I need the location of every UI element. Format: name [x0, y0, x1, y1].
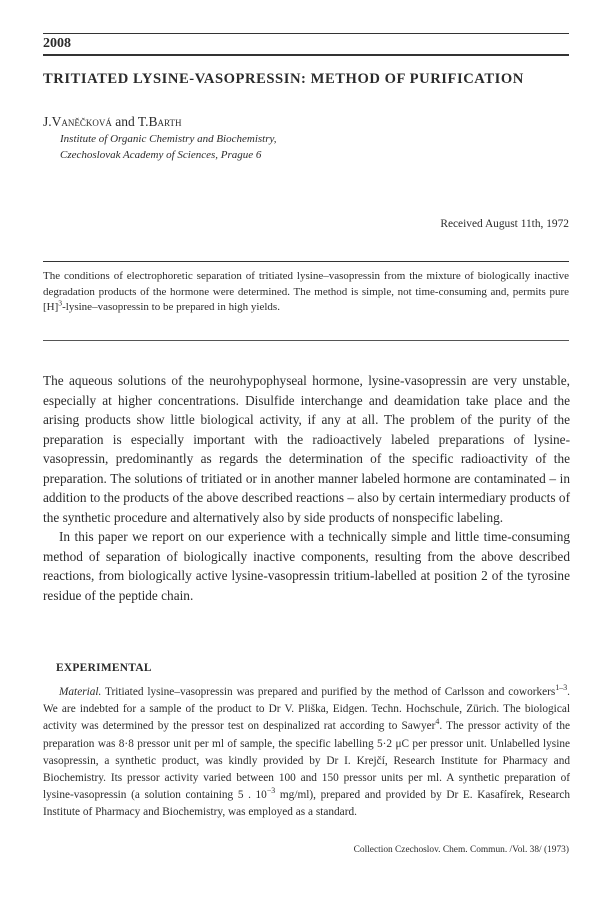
abstract-top-rule [43, 261, 569, 262]
material-text-4: mg/ml), prepared and provided by Dr E. Kasafírek, Research Institute of Pharmacy and Biochemistry, was employed as a standard. [43, 789, 571, 819]
section-heading-experimental: EXPERIMENTAL [56, 662, 152, 674]
abstract-text: The conditions of electrophoretic separation of tritiated lysine–vasopressin from the mixture of biologically inactive degradation products of the hormone were determined. The method is simple, not time-consuming and, permits pure [H] [43, 270, 569, 314]
authors [43, 114, 181, 130]
author1-initial: J. [43, 114, 52, 129]
abstract-text-end: -lysine–vasopressin to be prepared in high yields. [62, 301, 280, 314]
reference-1-3: 1–3 [555, 683, 568, 693]
material-text-3: . The pressor activity of the preparation was 8·8 pressor unit per ml of sample, the specific labelling 5·2 μC per pressor unit. Unlabelled lysine vasopressin, a synthetic product, was kindly provided by Dr I. Krejčí, Research Institute for Pharmacy and Biochemistry. Its pressor activity varied between 100 and 150 pressor units per ml. A synthetic preparation of lysine-vasopressin (a solution containing 5 . 10 [43, 720, 570, 802]
received-date: Received August 11th, 1972 [440, 218, 569, 230]
experimental-material-paragraph [43, 684, 570, 822]
exponent: −3 [266, 786, 276, 796]
material-text-1: Tritiated lysine–vasopressin was prepared and purified by the method of Carlsson and coworkers [101, 686, 556, 698]
material-run-in-heading: Material. [59, 686, 102, 698]
author2-name: Barth [148, 114, 182, 129]
header-bottom-rule [43, 54, 569, 56]
abstract [43, 269, 569, 316]
header-top-rule [43, 33, 569, 34]
page-number: 2008 [43, 36, 71, 51]
authors-conjunction: and [111, 114, 138, 129]
introduction [43, 371, 570, 605]
material-text-2: . We are indebted for a sample of the product to Dr V. Pliška, Eidgen. Techn. Hochschule, Zürich. The biological activity was determined by the pressor test on despinalized rat according to Sawyer [43, 686, 570, 733]
abstract-superscript: 3 [58, 298, 63, 308]
intro-paragraph-2: In this paper we report on our experience with a technically simple and little time-consuming method of separation of biologically inactive components, resulting from the above described reactions, from biologically active lysine-vasopressin tritium-labelled at position 2 of the tyrosine residue of the peptide chain. [43, 529, 570, 603]
reference-4: 4 [435, 717, 440, 727]
author2-initial: T. [137, 114, 149, 129]
article-title: TRITIATED LYSINE-VASOPRESSIN: METHOD OF PURIFICATION [43, 71, 524, 87]
abstract-bottom-rule [43, 340, 569, 341]
affiliation-line-1: Institute of Organic Chemistry and Biochemistry, [60, 133, 277, 145]
intro-paragraph-1: The aqueous solutions of the neurohypophyseal hormone, lysine-vasopressin are very unstable, especially at higher concentrations. Disulfide interchange and deamidation take place and the arising products show little biological activity, if any at all. The problem of the purity of the preparation is especially important with the radioactively labeled preparations of lysine-vasopressin, predominantly as regards the determination of the specific radioactivity of the preparation. The solutions of tritiated or in another manner labeled hormone are contaminated – in addition to the products of the above described reactions – also by certain intermediary products of the synthetic procedure and alternatively also by side products of nonspecific labeling. [43, 373, 570, 525]
affiliation-line-2: Czechoslovak Academy of Sciences, Prague 6 [60, 149, 262, 161]
author1-name: Vaněčková [51, 114, 112, 129]
journal-citation-footer: Collection Czechoslov. Chem. Commun. /Vol. 38/ (1973) [353, 845, 569, 855]
